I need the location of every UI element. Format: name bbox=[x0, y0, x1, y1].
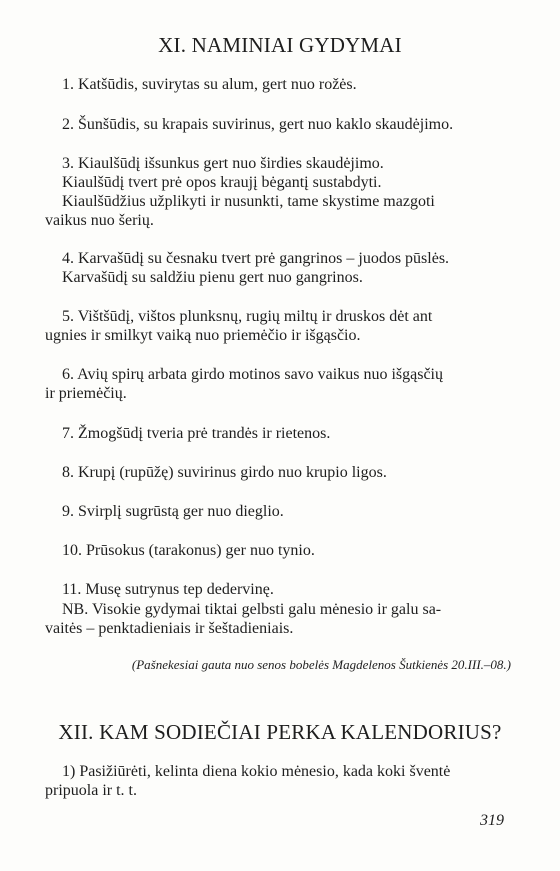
remedy-line-3d: vaikus nuo šerių. bbox=[45, 212, 154, 229]
section-title-xii: XII. KAM SODIEČIAI PERKA KALENDORIUS? bbox=[58, 720, 502, 744]
remedy-line-3: 3. Kiaulšūdį išsunkus gert nuo širdies skaudėjimo. bbox=[62, 155, 384, 172]
section-title-xi: XI. NAMINIAI GYDYMAI bbox=[158, 33, 402, 57]
purpose-line-1b: pripuola ir t. t. bbox=[45, 782, 137, 799]
remedy-line-3c: Kiaulšūdžius užplikyti ir nusunkti, tame skystime mazgoti bbox=[62, 193, 435, 210]
remedy-line-4: 4. Karvašūdį su česnaku tvert prė gangrinos – juodos pūslės. bbox=[62, 250, 450, 267]
remedy-line-6b: ir priemėčių. bbox=[45, 385, 127, 402]
purpose-line-1: 1) Pasižiūrėti, kelinta diena kokio mėnesio, kada koki šventė bbox=[62, 763, 451, 780]
remedy-line-9: 9. Svirplį sugrūstą ger nuo dieglio. bbox=[62, 503, 284, 520]
note-line-2: vaitės – penktadieniais ir šeštadieniais. bbox=[45, 620, 294, 637]
remedy-line-2: 2. Šunšūdis, su krapais suvirinus, gert nuo kaklo skaudėjimo. bbox=[62, 116, 454, 133]
remedy-line-4b: Karvašūdį su saldžiu pienu gert nuo gangrinos. bbox=[62, 269, 363, 286]
remedy-line-5b: ugnies ir smilkyt vaiką nuo priemėčio ir išgąsčio. bbox=[45, 327, 361, 344]
remedy-line-5: 5. Vištšūdį, vištos plunksnų, rugių miltų ir druskos dėt ant bbox=[62, 308, 433, 325]
note-line-1: NB. Visokie gydymai tiktai gelbsti galu mėnesio ir galu sa- bbox=[62, 601, 442, 618]
remedy-line-10: 10. Prūsokus (tarakonus) ger nuo tynio. bbox=[62, 542, 315, 559]
remedy-line-6: 6. Avių spirų arbata girdo motinos savo vaikus nuo išgąsčių bbox=[62, 366, 443, 383]
remedy-line-8: 8. Krupį (rupūžę) suvirinus girdo nuo krupio ligos. bbox=[62, 464, 387, 481]
remedy-line-3b: Kiaulšūdį tvert prė opos kraujį bėgantį sustabdyti. bbox=[62, 174, 382, 191]
page-number: 319 bbox=[480, 812, 504, 829]
source-attribution: (Pašnekesiai gauta nuo senos bobelės Magdelenos Šutkienės 20.III.–08.) bbox=[131, 657, 511, 672]
remedy-line-1: 1. Katšūdis, suvirytas su alum, gert nuo rožės. bbox=[62, 76, 357, 93]
remedy-line-11: 11. Musę sutrynus tep dedervinę. bbox=[62, 581, 274, 598]
remedy-line-7: 7. Žmogšūdį tveria prė trandės ir rietenos. bbox=[62, 425, 331, 442]
